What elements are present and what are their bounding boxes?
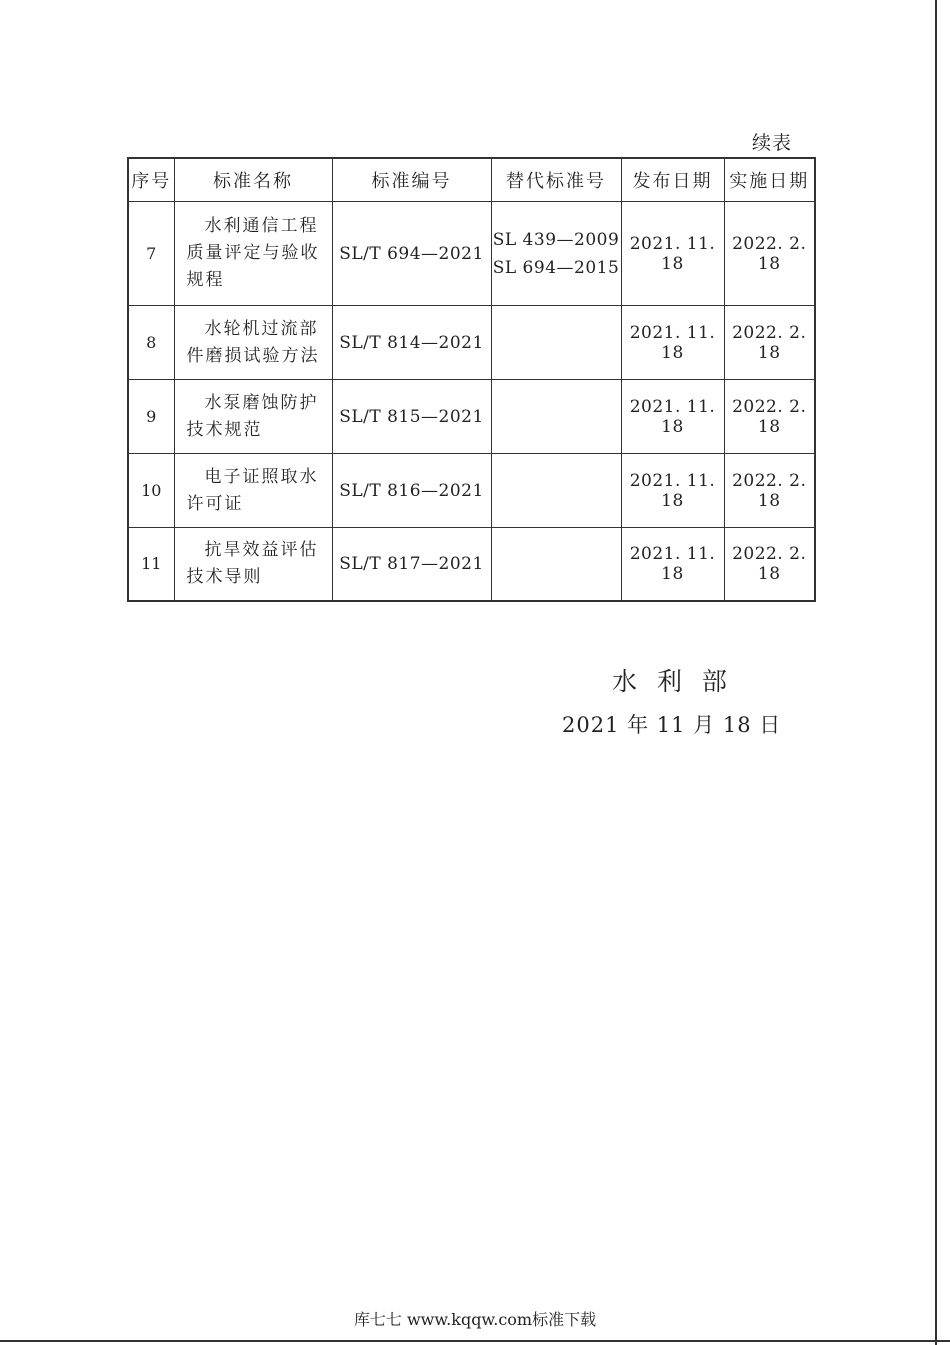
row-no: 8 xyxy=(128,306,174,380)
issuer-name: 水 利 部 xyxy=(612,667,733,696)
table-row xyxy=(128,202,815,306)
row-name xyxy=(174,202,332,306)
row-no: 10 xyxy=(128,454,174,528)
row-replaces xyxy=(491,380,621,454)
row-effective: 2022. 2. 18 xyxy=(724,202,815,306)
row-name xyxy=(174,380,332,454)
row-code: SL/T 814—2021 xyxy=(332,306,491,380)
row-name xyxy=(174,306,332,380)
table-row xyxy=(128,306,815,380)
row-name-text: 水泵磨蚀防护技术规范 xyxy=(186,392,319,440)
row-replaces xyxy=(491,528,621,601)
page-edge-bottom xyxy=(0,1340,950,1342)
table-row xyxy=(128,454,815,528)
row-effective: 2022. 2. 18 xyxy=(724,454,815,528)
footer-watermark: 库七七 www.kqqw.com标准下载 xyxy=(353,1310,597,1329)
header-effective: 实施日期 xyxy=(724,158,815,202)
row-issued: 2021. 11. 18 xyxy=(621,528,724,601)
row-replaces xyxy=(491,202,621,306)
row-issued: 2021. 11. 18 xyxy=(621,380,724,454)
row-issued: 2021. 11. 18 xyxy=(621,202,724,306)
row-code: SL/T 817—2021 xyxy=(332,528,491,601)
row-name-text: 水利通信工程质量评定与验收规程 xyxy=(186,216,320,290)
row-effective: 2022. 2. 18 xyxy=(724,380,815,454)
row-code: SL/T 816—2021 xyxy=(332,454,491,528)
header-name: 标准名称 xyxy=(174,158,332,202)
table-header-row xyxy=(128,158,815,202)
row-effective: 2022. 2. 18 xyxy=(724,528,815,601)
row-code: SL/T 815—2021 xyxy=(332,380,491,454)
row-name-text: 水轮机过流部件磨损试验方法 xyxy=(186,318,320,366)
issue-date: 2021 年 11 月 18 日 xyxy=(562,713,782,737)
replaces-item: SL 694—2015 xyxy=(492,257,620,278)
row-no: 9 xyxy=(128,380,174,454)
header-code: 标准编号 xyxy=(332,158,491,202)
header-replaces: 替代标准号 xyxy=(491,158,621,202)
row-name xyxy=(174,454,332,528)
row-replaces xyxy=(491,454,621,528)
row-name xyxy=(174,528,332,601)
row-code: SL/T 694—2021 xyxy=(332,202,491,306)
row-issued: 2021. 11. 18 xyxy=(621,306,724,380)
row-replaces xyxy=(491,306,621,380)
page-edge-right xyxy=(935,0,937,1345)
header-issued: 发布日期 xyxy=(621,158,724,202)
table-row xyxy=(128,380,815,454)
table-row xyxy=(128,528,815,601)
standards-table xyxy=(127,157,816,602)
continued-label: 续表 xyxy=(752,132,793,154)
row-no: 11 xyxy=(128,528,174,601)
replaces-item: SL 439—2009 xyxy=(492,229,620,250)
row-no: 7 xyxy=(128,202,174,306)
row-effective: 2022. 2. 18 xyxy=(724,306,815,380)
header-no: 序号 xyxy=(128,158,174,202)
row-issued: 2021. 11. 18 xyxy=(621,454,724,528)
row-name-text: 抗旱效益评估技术导则 xyxy=(186,539,319,587)
row-name-text: 电子证照取水许可证 xyxy=(186,466,319,514)
